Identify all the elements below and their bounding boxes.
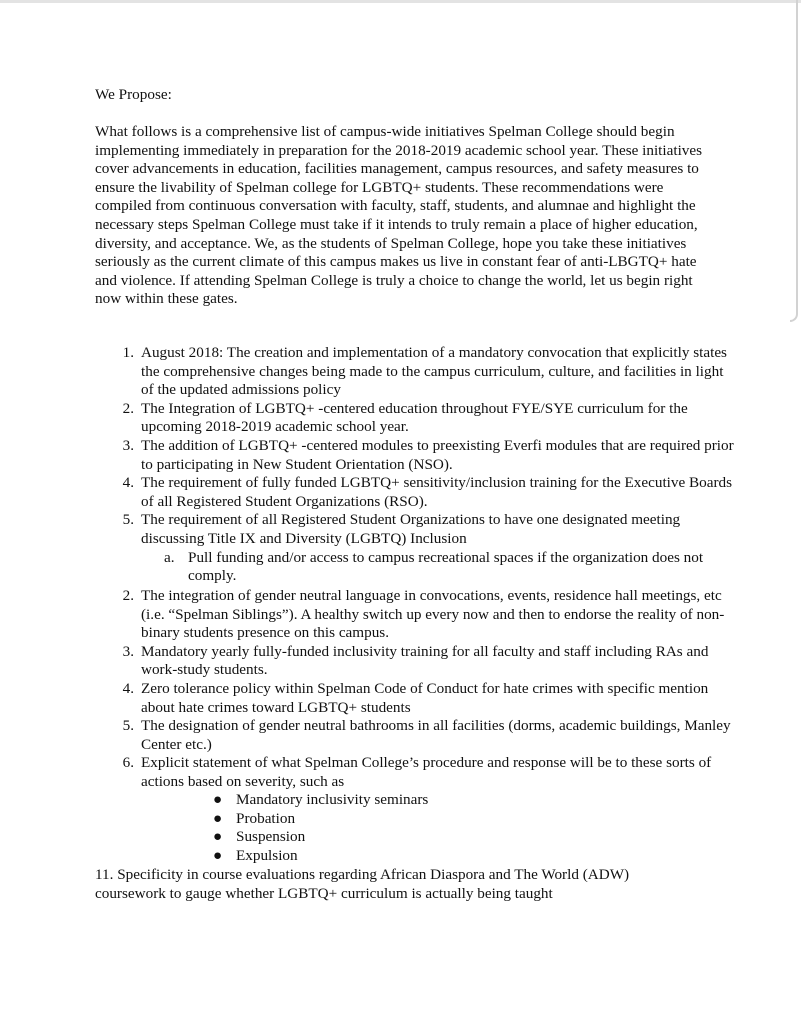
page-heading: We Propose: bbox=[95, 86, 172, 103]
list-number: 2. bbox=[122, 399, 134, 417]
final-item-paragraph: 11. Specificity in course evaluations regarding African Diaspora and The World (ADW) coursework to gauge whether LGBTQ+ curriculum is actually being taught bbox=[95, 866, 630, 902]
list-number: 3. bbox=[122, 436, 134, 454]
intro-paragraph: What follows is a comprehensive list of campus-wide initiatives Spelman College should begin implementing immediately in preparation for the 2018-2019 academic school year. These initiatives cover advancements in education, facilities management, campus resources, and safety measures to ensure the livability of Spelman college for LGBTQ+ students. These recommendations were compiled from continuous conversation with faculty, staff, students, and alumnae and highlight the necessary steps Spelman College must take if it intends to truly remain a place of higher education, diversity, and acceptance. We, as the students of Spelman College, hope you take these initiatives seriously as the current climate of this campus makes us live in constant fear of anti-LBGTQ+ hate and violence. If attending Spelman College is truly a choice to change the world, let us begin right now within these gates. bbox=[95, 123, 703, 308]
list-text: The designation of gender neutral bathrooms in all facilities (dorms, academic buildings, Manley Center etc.) bbox=[141, 717, 731, 753]
list-text: Explicit statement of what Spelman College’s procedure and response will be to these sorts of actions based on severity, such as bbox=[141, 754, 712, 790]
list-number: 5. bbox=[122, 511, 134, 529]
bullet-dot-icon: ● bbox=[213, 828, 223, 846]
bullet-dot-icon: ● bbox=[213, 846, 223, 864]
bullet-item bbox=[95, 810, 428, 829]
list-item bbox=[95, 643, 735, 680]
list-text: The Integration of LGBTQ+ -centered education throughout FYE/SYE curriculum for the upcoming 2018-2019 academic school year. bbox=[141, 399, 688, 436]
list-number: 5. bbox=[122, 717, 134, 735]
proposal-list-second bbox=[95, 587, 735, 792]
bullet-text: Probation bbox=[236, 809, 296, 827]
list-text: The requirement of all Registered Student Organizations to have one designated meeting discussing Title IX and Diversity (LGBTQ) Inclusion bbox=[141, 511, 681, 547]
list-text: Mandatory yearly fully-funded inclusivity training for all faculty and staff including RAs and work-study students. bbox=[141, 642, 709, 679]
list-number: 6. bbox=[122, 754, 134, 772]
list-item bbox=[95, 717, 735, 754]
list-text: Zero tolerance policy within Spelman Code of Conduct for hate crimes with specific mention about hate crimes toward LGBTQ+ students bbox=[141, 679, 709, 716]
list-text: August 2018: The creation and implementation of a mandatory convocation that explicitly states the comprehensive changes being made to the campus curriculum, culture, and facilities in light of the updated admissions policy bbox=[141, 344, 727, 399]
list-text: The requirement of fully funded LGBTQ+ sensitivity/inclusion training for the Executive Boards of all Registered Student Organizations (RSO). bbox=[141, 474, 733, 510]
bullet-text: Expulsion bbox=[236, 846, 298, 864]
list-number: 3. bbox=[122, 642, 134, 660]
bullet-dot-icon: ● bbox=[213, 809, 223, 827]
sub-list-item bbox=[95, 549, 735, 586]
list-item bbox=[95, 474, 735, 511]
list-item bbox=[95, 437, 735, 474]
bullet-item bbox=[95, 791, 428, 810]
bullet-dot-icon: ● bbox=[213, 791, 223, 808]
sub-list-text: Pull funding and/or access to campus recreational spaces if the organization does not comply. bbox=[188, 548, 704, 585]
bullet-text: Mandatory inclusivity seminars bbox=[236, 791, 429, 808]
bullet-text: Suspension bbox=[236, 828, 306, 846]
sanctions-bullet-list bbox=[95, 791, 428, 865]
proposal-list-first bbox=[95, 344, 735, 586]
list-item bbox=[95, 511, 735, 548]
list-number: 4. bbox=[122, 679, 134, 697]
list-item bbox=[95, 754, 735, 791]
list-item bbox=[95, 680, 735, 717]
list-number: 1. bbox=[122, 344, 134, 361]
list-item bbox=[95, 587, 735, 643]
list-number: 4. bbox=[122, 474, 134, 492]
list-number: 2. bbox=[122, 587, 134, 604]
list-text: The addition of LGBTQ+ -centered modules to preexisting Everfi modules that are required prior to participating in New Student Orientation (NSO). bbox=[141, 436, 734, 473]
list-item bbox=[95, 344, 735, 400]
list-text: The integration of gender neutral language in convocations, events, residence hall meetings, etc (i.e. “Spelman Siblings”). A healthy switch up every now and then to endorse the reality of non-binary students presence on this campus. bbox=[141, 587, 725, 642]
bullet-item bbox=[95, 847, 428, 866]
bullet-item bbox=[95, 828, 428, 847]
list-item bbox=[95, 400, 735, 437]
sub-list-letter: a. bbox=[164, 548, 175, 566]
